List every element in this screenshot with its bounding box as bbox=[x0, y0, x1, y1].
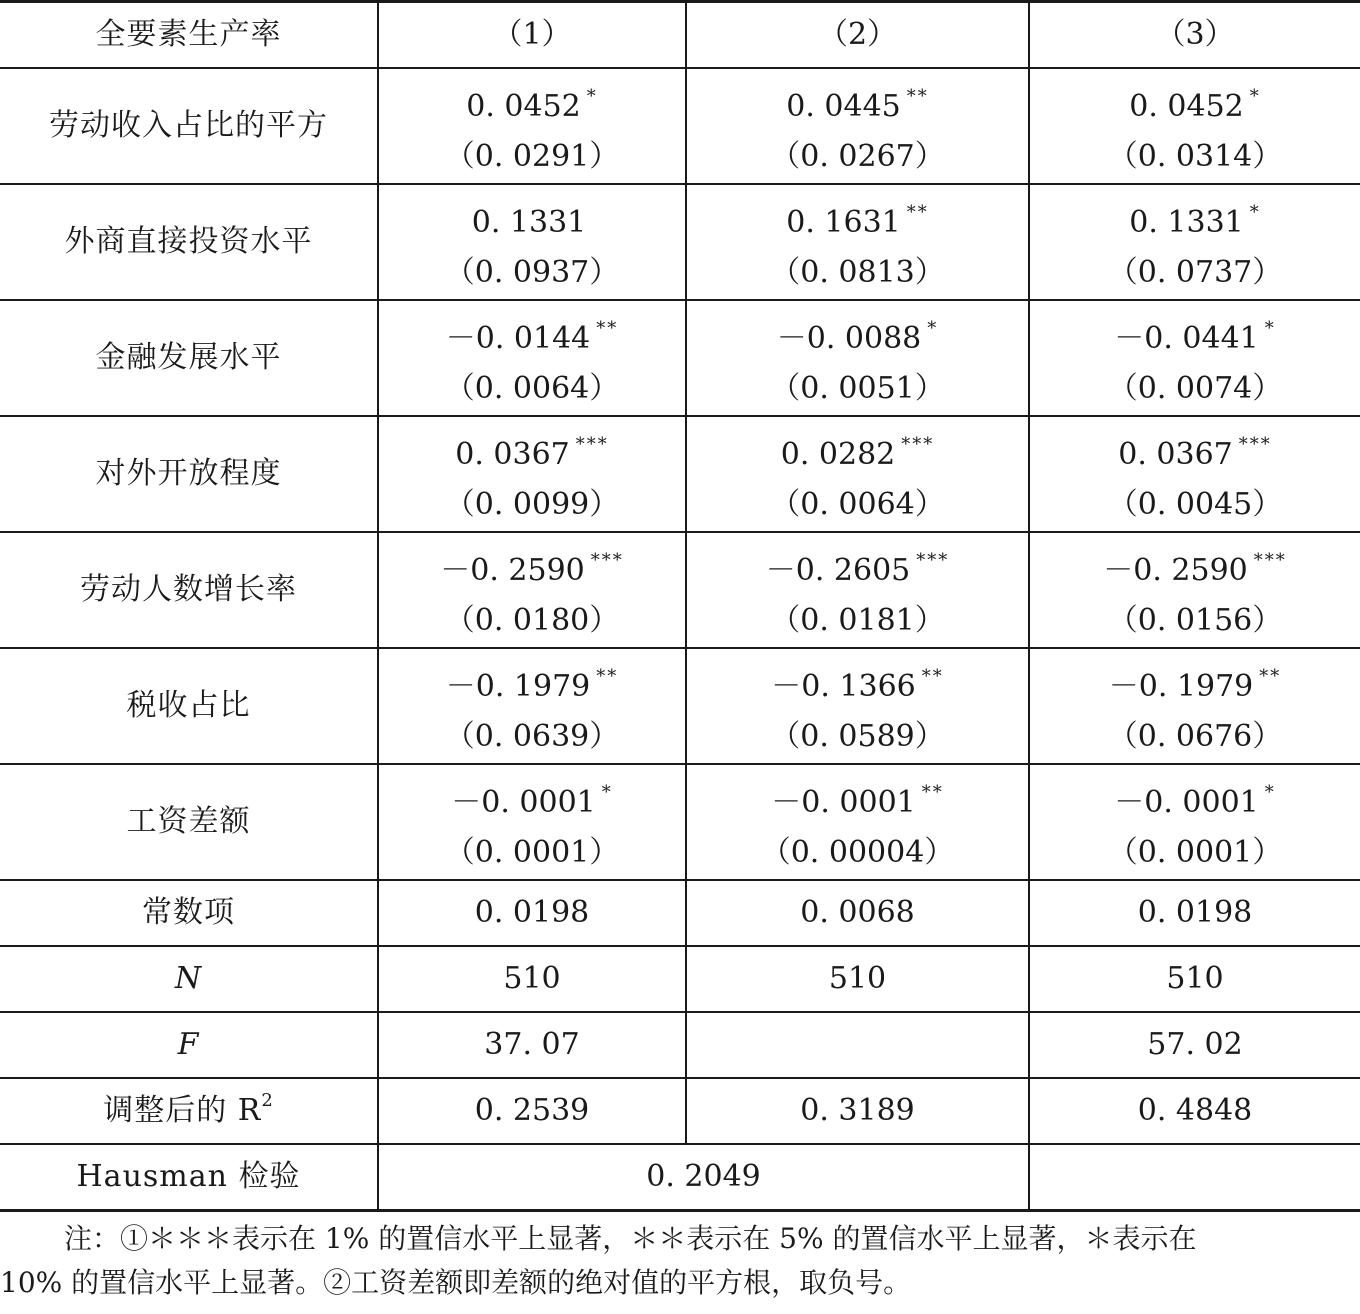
significance-stars: * bbox=[927, 318, 939, 339]
standard-error: （0. 0001） bbox=[1107, 835, 1283, 870]
coefficient-value: －0. 0144 bbox=[445, 321, 591, 356]
n-row bbox=[0, 946, 1360, 1012]
header-model-1: （1） bbox=[378, 2, 686, 69]
constant-value-2: 0. 0068 bbox=[686, 880, 1029, 946]
standard-error: （0. 0045） bbox=[1107, 487, 1283, 522]
coefficient-value: －0. 1979 bbox=[1108, 669, 1254, 704]
row-label bbox=[0, 1012, 378, 1078]
r2-value-1: 0. 2539 bbox=[378, 1078, 686, 1144]
row-label: 外商直接投资水平 bbox=[0, 184, 378, 300]
coefficient-cell bbox=[378, 532, 686, 648]
n-value-3: 510 bbox=[1029, 946, 1360, 1012]
coefficient-line bbox=[687, 188, 1028, 248]
f-symbol: F bbox=[177, 1027, 200, 1062]
n-symbol: N bbox=[174, 961, 203, 996]
standard-error: （0. 0737） bbox=[1107, 255, 1283, 290]
coefficient-cell bbox=[378, 300, 686, 416]
standard-error: （0. 0589） bbox=[770, 719, 945, 754]
coefficient-value: －0. 0088 bbox=[776, 321, 922, 356]
coefficient-line bbox=[379, 72, 685, 132]
significance-stars: ** bbox=[921, 666, 944, 687]
significance-stars: ** bbox=[921, 782, 944, 803]
coefficient-line bbox=[1030, 420, 1360, 480]
coefficient-cell bbox=[686, 764, 1029, 880]
row-label bbox=[0, 1078, 378, 1144]
standard-error: （0. 00004） bbox=[760, 835, 955, 870]
coefficient-value: 0. 0367 bbox=[1118, 437, 1233, 472]
coefficient-value: －0. 0001 bbox=[771, 785, 916, 820]
n-value-2: 510 bbox=[686, 946, 1029, 1012]
header-dependent-variable: 全要素生产率 bbox=[0, 2, 378, 69]
coefficient-line bbox=[687, 72, 1028, 132]
coefficient-line bbox=[379, 188, 685, 248]
coefficient-row bbox=[0, 184, 1360, 300]
coefficient-line bbox=[687, 768, 1028, 828]
coefficient-cell bbox=[1029, 648, 1360, 764]
standard-error: （0. 0156） bbox=[1107, 603, 1283, 638]
significance-stars: * bbox=[1264, 318, 1276, 339]
f-value-3: 57. 02 bbox=[1029, 1012, 1360, 1078]
standard-error: （0. 0639） bbox=[444, 719, 620, 754]
significance-stars: *** bbox=[575, 434, 609, 455]
coefficient-row bbox=[0, 416, 1360, 532]
coefficient-value: 0. 0452 bbox=[466, 89, 581, 124]
coefficient-value: －0. 1366 bbox=[771, 669, 916, 704]
f-value-2 bbox=[686, 1012, 1029, 1078]
coefficient-cell bbox=[686, 68, 1029, 184]
table-body bbox=[0, 2, 1360, 1211]
constant-row bbox=[0, 880, 1360, 946]
standard-error: （0. 0001） bbox=[444, 835, 620, 870]
coefficient-row bbox=[0, 532, 1360, 648]
coefficient-cell bbox=[686, 648, 1029, 764]
coefficient-value: －0. 2590 bbox=[1103, 553, 1248, 588]
n-value-1: 510 bbox=[378, 946, 686, 1012]
coefficient-line bbox=[687, 420, 1028, 480]
coefficient-value: －0. 0001 bbox=[451, 785, 596, 820]
r2-value-3: 0. 4848 bbox=[1029, 1078, 1360, 1144]
r2-label: 调整后的 R bbox=[103, 1093, 262, 1128]
f-row bbox=[0, 1012, 1360, 1078]
coefficient-cell bbox=[378, 416, 686, 532]
coefficient-cell bbox=[1029, 68, 1360, 184]
f-value-1: 37. 07 bbox=[378, 1012, 686, 1078]
coefficient-line bbox=[379, 536, 685, 596]
row-label: 劳动收入占比的平方 bbox=[0, 68, 378, 184]
significance-stars: ** bbox=[906, 86, 929, 107]
coefficient-line bbox=[379, 304, 685, 364]
r2-row bbox=[0, 1078, 1360, 1144]
table-note-line-1: 注：①＊＊＊表示在 1% 的置信水平上显著，＊＊表示在 5% 的置信水平上显著，＊表示在 bbox=[64, 1222, 1197, 1255]
standard-error: （0. 0676） bbox=[1107, 719, 1283, 754]
significance-stars: ** bbox=[596, 666, 619, 687]
coefficient-cell bbox=[378, 184, 686, 300]
coefficient-value: 0. 1331 bbox=[471, 205, 587, 240]
coefficient-line bbox=[1030, 768, 1360, 828]
coefficient-cell bbox=[686, 184, 1029, 300]
standard-error: （0. 0267） bbox=[770, 139, 945, 174]
significance-stars: *** bbox=[901, 434, 935, 455]
coefficient-cell bbox=[378, 648, 686, 764]
row-label: 常数项 bbox=[0, 880, 378, 946]
significance-stars: * bbox=[1249, 86, 1261, 107]
coefficient-value: 0. 1631 bbox=[786, 205, 901, 240]
significance-stars: ** bbox=[596, 318, 619, 339]
significance-stars: ** bbox=[906, 202, 929, 223]
row-label bbox=[0, 946, 378, 1012]
coefficient-line bbox=[379, 652, 685, 712]
coefficient-value: －0. 0441 bbox=[1114, 321, 1259, 356]
r2-superscript: 2 bbox=[261, 1090, 274, 1111]
coefficient-line bbox=[1030, 652, 1360, 712]
coefficient-cell bbox=[1029, 764, 1360, 880]
row-label: 税收占比 bbox=[0, 648, 378, 764]
coefficient-line bbox=[687, 304, 1028, 364]
r2-value-2: 0. 3189 bbox=[686, 1078, 1029, 1144]
coefficient-cell bbox=[686, 300, 1029, 416]
hausman-row bbox=[0, 1144, 1360, 1211]
header-row bbox=[0, 2, 1360, 69]
coefficient-value: －0. 2590 bbox=[440, 553, 585, 588]
coefficient-value: 0. 0367 bbox=[455, 437, 570, 472]
row-label: 金融发展水平 bbox=[0, 300, 378, 416]
significance-stars: * bbox=[601, 782, 613, 803]
coefficient-line bbox=[687, 536, 1028, 596]
coefficient-cell bbox=[378, 764, 686, 880]
significance-stars: *** bbox=[1238, 434, 1272, 455]
standard-error: （0. 0064） bbox=[444, 371, 620, 406]
header-model-3: （3） bbox=[1029, 2, 1360, 69]
coefficient-cell bbox=[686, 416, 1029, 532]
standard-error: （0. 0813） bbox=[770, 255, 945, 290]
standard-error: （0. 0099） bbox=[444, 487, 620, 522]
significance-stars: *** bbox=[916, 550, 950, 571]
row-label: 劳动人数增长率 bbox=[0, 532, 378, 648]
coefficient-value: 0. 0445 bbox=[786, 89, 901, 124]
coefficient-line bbox=[1030, 72, 1360, 132]
standard-error: （0. 0180） bbox=[444, 603, 620, 638]
coefficient-value: －0. 0001 bbox=[1114, 785, 1259, 820]
coefficient-value: 0. 0452 bbox=[1129, 89, 1244, 124]
coefficient-row bbox=[0, 300, 1360, 416]
coefficient-line bbox=[1030, 188, 1360, 248]
standard-error: （0. 0937） bbox=[444, 255, 620, 290]
coefficient-cell bbox=[378, 68, 686, 184]
coefficient-cell bbox=[1029, 532, 1360, 648]
row-label: 工资差额 bbox=[0, 764, 378, 880]
coefficient-cell bbox=[1029, 300, 1360, 416]
significance-stars: * bbox=[1264, 782, 1276, 803]
coefficient-line bbox=[379, 768, 685, 828]
hausman-value-3 bbox=[1029, 1144, 1360, 1211]
standard-error: （0. 0181） bbox=[770, 603, 945, 638]
standard-error: （0. 0051） bbox=[770, 371, 945, 406]
header-model-2: （2） bbox=[686, 2, 1029, 69]
significance-stars: * bbox=[586, 86, 598, 107]
coefficient-row bbox=[0, 68, 1360, 184]
row-label: 对外开放程度 bbox=[0, 416, 378, 532]
coefficient-line bbox=[1030, 536, 1360, 596]
coefficient-cell bbox=[1029, 184, 1360, 300]
coefficient-value: 0. 1331 bbox=[1129, 205, 1244, 240]
coefficient-value: －0. 2605 bbox=[765, 553, 911, 588]
coefficient-line bbox=[687, 652, 1028, 712]
coefficient-cell bbox=[1029, 416, 1360, 532]
coefficient-row bbox=[0, 764, 1360, 880]
row-label: Hausman 检验 bbox=[0, 1144, 378, 1211]
coefficient-line bbox=[1030, 304, 1360, 364]
significance-stars: ** bbox=[1259, 666, 1282, 687]
coefficient-value: 0. 0282 bbox=[780, 437, 896, 472]
coefficient-value: －0. 1979 bbox=[445, 669, 591, 704]
hausman-value: 0. 2049 bbox=[378, 1144, 1029, 1211]
constant-value-1: 0. 0198 bbox=[378, 880, 686, 946]
standard-error: （0. 0074） bbox=[1107, 371, 1283, 406]
coefficient-row bbox=[0, 648, 1360, 764]
significance-stars: *** bbox=[590, 550, 624, 571]
significance-stars: *** bbox=[1253, 550, 1287, 571]
significance-stars: * bbox=[1249, 202, 1261, 223]
coefficient-line bbox=[379, 420, 685, 480]
constant-value-3: 0. 0198 bbox=[1029, 880, 1360, 946]
standard-error: （0. 0064） bbox=[770, 487, 945, 522]
standard-error: （0. 0314） bbox=[1107, 139, 1283, 174]
standard-error: （0. 0291） bbox=[444, 139, 620, 174]
coefficient-cell bbox=[686, 532, 1029, 648]
table-note-line-2: 10% 的置信水平上显著。②工资差额即差额的绝对值的平方根，取负号。 bbox=[0, 1266, 912, 1299]
